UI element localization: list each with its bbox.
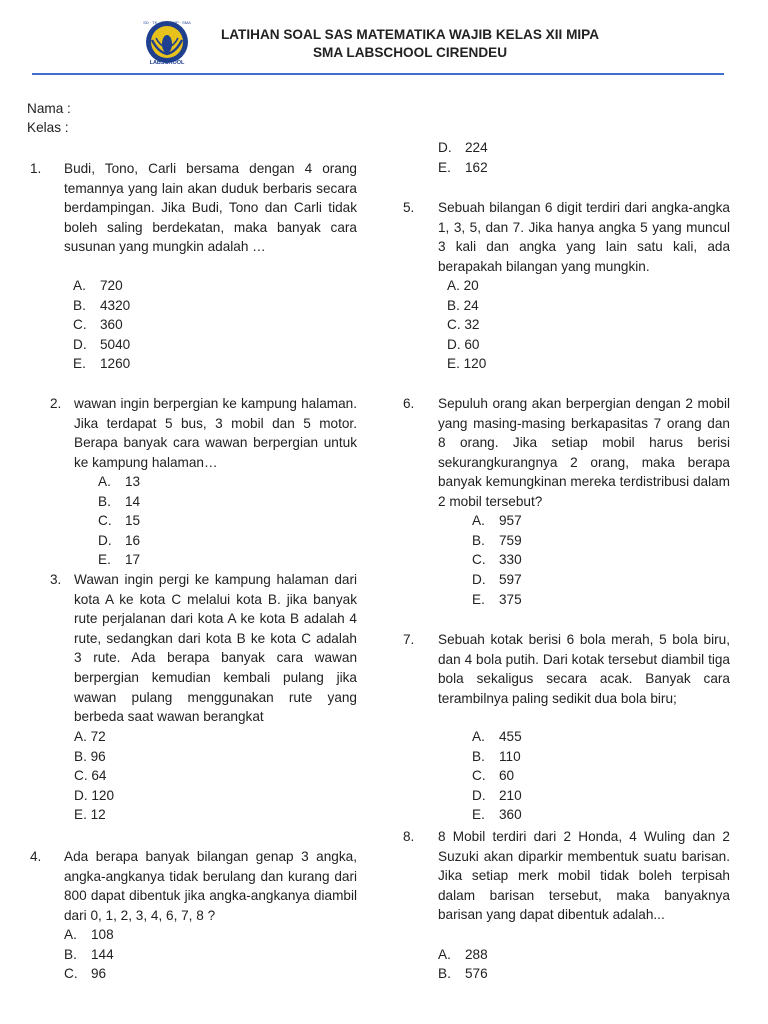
q6-option-b: B. 759 — [472, 533, 522, 548]
q5-option-b: B. 24 — [447, 298, 479, 313]
q6-number: 6. — [403, 396, 415, 411]
q6-option-c: C. 330 — [472, 552, 522, 567]
q6-option-a: A. 957 — [472, 513, 522, 528]
q1-option-e: E. 1260 — [73, 356, 131, 371]
document-title: LATIHAN SOAL SAS MATEMATIKA WAJIB KELAS XII MIPA — [220, 27, 600, 42]
q8-number: 8. — [403, 829, 415, 844]
q2-option-e: E. 17 — [98, 552, 141, 567]
q2-option-a: A. 13 — [98, 474, 141, 489]
q4-option-e: E. 162 — [438, 160, 488, 175]
q7-text: Sebuah kotak berisi 6 bola merah, 5 bola biru, dan 4 bola putih. Dari kotak tersebut diambil tiga bola sekaligus secara acak. Banyak cara terambilnya paling sedikit dua bola biru; — [438, 632, 730, 706]
q8-option-b: B. 576 — [438, 966, 488, 981]
logo-top-text: SD · TK · SD · SMP · SMA — [143, 20, 191, 25]
header-divider — [32, 73, 724, 75]
q3-number: 3. — [50, 572, 62, 587]
q3-option-b: B. 96 — [74, 749, 106, 764]
q4-option-c: C. 96 — [64, 966, 107, 981]
school-name: SMA LABSCHOOL CIRENDEU — [312, 45, 508, 60]
q7-option-d: D. 210 — [472, 788, 522, 803]
kelas-label: Kelas : — [27, 120, 69, 135]
q1-option-b: B. 4320 — [73, 298, 131, 313]
q6-text: Sepuluh orang akan berpergian dengan 2 mobil yang masing-masing berkapasitas 7 orang dan 8 orang. Jika setiap mobil harus berisi sekurangkurangnya 2 orang, maka berapa banyak kemungkinan mereka terdistribusi dalam 2 mobil tersebut? — [438, 396, 730, 509]
q7-option-b: B. 110 — [472, 749, 521, 764]
q5-option-a: A. 20 — [447, 278, 479, 293]
q7-option-e: E. 360 — [472, 807, 522, 822]
q4-text: Ada berapa banyak bilangan genap 3 angka, angka-angkanya tidak berulang dan kurang dari 800 dapat dibentuk jika angka-angkanya diambil dari 0, 1, 2, 3, 4, 6, 7, 8 ? — [64, 849, 357, 923]
q2-text: wawan ingin berpergian ke kampung halaman. Jika terdapat 5 bus, 3 mobil dan 5 motor. Berapa banyak cara wawan berpergian untuk ke kampung halaman… — [74, 396, 357, 470]
q3-option-e: E. 12 — [74, 807, 106, 822]
q3-option-a: A. 72 — [74, 729, 106, 744]
q4-option-a: A. 108 — [64, 927, 114, 942]
q6-option-d: D. 597 — [472, 572, 522, 587]
q4-option-d: D. 224 — [438, 140, 488, 155]
q1-option-a: A. 720 — [73, 278, 123, 293]
q3-option-d: D. 120 — [74, 788, 115, 803]
q7-option-c: C. 60 — [472, 768, 515, 783]
q5-option-d: D. 60 — [447, 337, 480, 352]
q3-option-c: C. 64 — [74, 768, 107, 783]
q1-number: 1. — [30, 161, 42, 176]
q4-option-b: B. 144 — [64, 947, 114, 962]
q2-option-c: C. 15 — [98, 513, 141, 528]
q1-text: Budi, Tono, Carli bersama dengan 4 orang temannya yang lain akan duduk berbaris secara berdampingan. Jika Budi, Tono dan Carli tidak boleh saling berdekatan, maka banyak cara susunan yang mungkin adalah … — [64, 161, 357, 255]
q5-option-e: E. 120 — [447, 356, 487, 371]
q6-option-e: E. 375 — [472, 592, 522, 607]
q2-option-d: D. 16 — [98, 533, 141, 548]
q1-option-d: D. 5040 — [73, 337, 131, 352]
nama-label: Nama : — [27, 101, 71, 116]
q2-number: 2. — [50, 396, 62, 411]
q2-option-b: B. 14 — [98, 494, 141, 509]
logo-bottom-text: LABSCHOOL — [149, 60, 185, 66]
q8-text: 8 Mobil terdiri dari 2 Honda, 4 Wuling dan 2 Suzuki akan diparkir membentuk suatu barisan. Jika setiap merk mobil tidak boleh terpisah dalam barisan tersebut, maka banyaknya barisan yang dapat dibentuk adalah... — [438, 829, 730, 923]
q7-number: 7. — [403, 632, 415, 647]
q5-option-c: C. 32 — [447, 317, 480, 332]
q7-option-a: A. 455 — [472, 729, 522, 744]
q3-text: Wawan ingin pergi ke kampung halaman dari kota A ke kota C melalui kota B. jika banyak rute perjalanan dari kota A ke kota B adalah 4 rute, sedangkan dari kota B ke kota C adalah 3 rute. Ada berapa banyak cara wawan berpergian kemudian kembali pulang jika wawan pulang menggunakan rute yang berbeda saat wawan berangkat — [74, 572, 357, 725]
q5-text: Sebuah bilangan 6 digit terdiri dari angka-angka 1, 3, 5, dan 7. Jika hanya angka 5 yang muncul 3 kali dan angka yang lain satu kali, ada berapakah bilangan yang mungkin. — [438, 200, 730, 274]
q5-number: 5. — [403, 200, 415, 215]
q4-number: 4. — [30, 849, 42, 864]
q1-option-c: C. 360 — [73, 317, 123, 332]
q8-option-a: A. 288 — [438, 947, 488, 962]
